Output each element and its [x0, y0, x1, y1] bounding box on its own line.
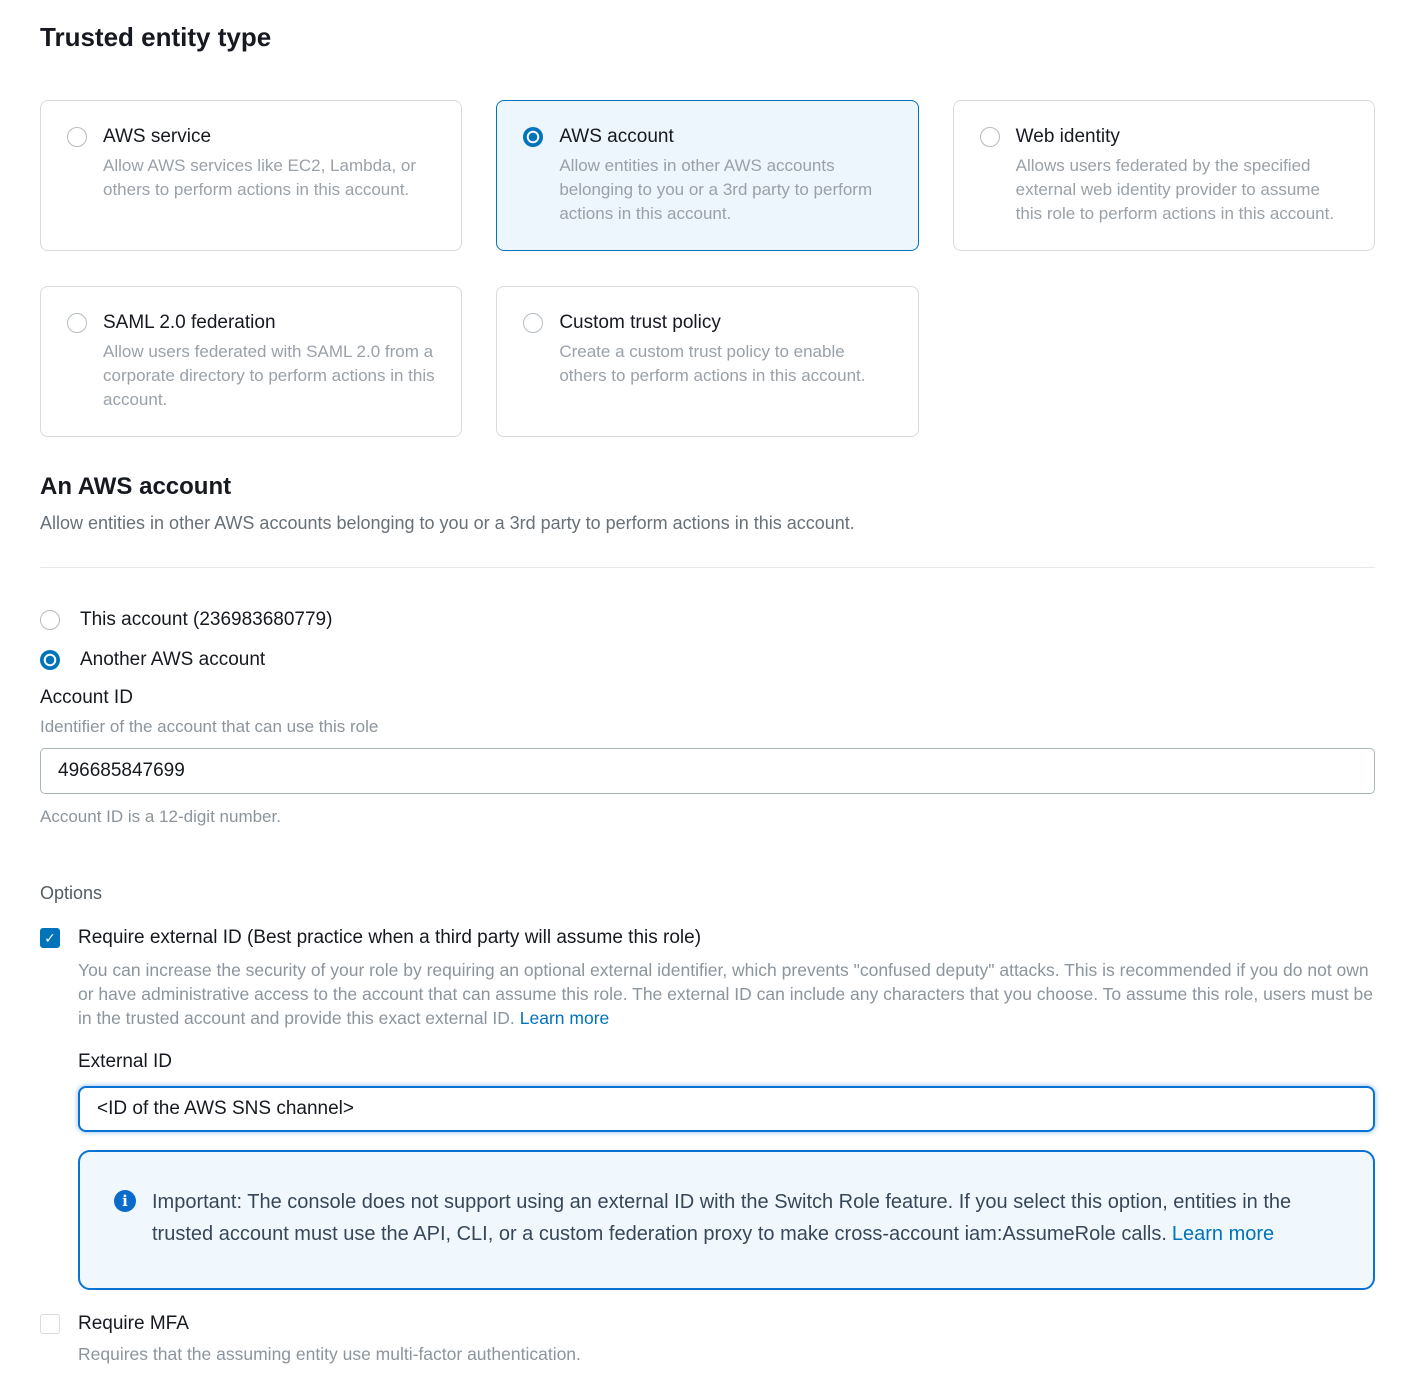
- radio-unchecked-icon[interactable]: [67, 127, 87, 147]
- radio-label: This account (236983680779): [80, 609, 333, 630]
- account-id-label: Account ID: [40, 687, 133, 708]
- entity-card-web-identity[interactable]: [953, 100, 1375, 251]
- important-info-box: [78, 1150, 1375, 1290]
- external-id-input[interactable]: [78, 1086, 1375, 1132]
- radio-checked-icon[interactable]: [523, 127, 543, 147]
- card-body: [559, 125, 893, 226]
- require-mfa-label: Require MFA: [78, 1313, 189, 1334]
- external-id-learn-more-link[interactable]: Learn more: [519, 1008, 610, 1028]
- account-id-input[interactable]: [40, 748, 1375, 794]
- important-note-learn-more-link[interactable]: Learn more: [1171, 1223, 1275, 1245]
- require-mfa-description: Requires that the assuming entity use multi-factor authentication.: [78, 1344, 581, 1364]
- require-external-id-row[interactable]: [40, 926, 1375, 950]
- radio-this-account[interactable]: [40, 608, 1375, 632]
- card-description: Create a custom trust policy to enable others to perform actions in this account.: [559, 342, 866, 385]
- radio-unchecked-icon[interactable]: [523, 313, 543, 333]
- checkbox-checked-icon[interactable]: [40, 928, 60, 948]
- account-choice-group: [40, 608, 1375, 672]
- radio-checked-icon[interactable]: [40, 650, 60, 670]
- entity-card-saml-federation[interactable]: [40, 286, 462, 437]
- card-body: [1016, 125, 1350, 226]
- page-title: Trusted entity type: [40, 22, 272, 52]
- entity-card-aws-account[interactable]: [496, 100, 918, 251]
- radio-unchecked-icon[interactable]: [67, 313, 87, 333]
- card-description: Allow entities in other AWS accounts belonging to you or a 3rd party to perform actions in this account.: [559, 156, 873, 223]
- card-title: Custom trust policy: [559, 312, 721, 333]
- card-title: SAML 2.0 federation: [103, 312, 276, 333]
- card-body: [559, 311, 893, 388]
- radio-another-aws-account[interactable]: [40, 648, 1375, 672]
- radio-unchecked-icon[interactable]: [40, 610, 60, 630]
- aws-account-section-heading: An AWS account: [40, 473, 232, 500]
- card-body: [103, 311, 437, 412]
- card-title: AWS service: [103, 126, 212, 147]
- info-icon: [114, 1190, 136, 1212]
- radio-unchecked-icon[interactable]: [980, 127, 1000, 147]
- options-heading: Options: [40, 883, 103, 903]
- require-external-id-label: Require external ID (Best practice when a third party will assume this role): [78, 927, 702, 948]
- important-note-text: Important: The console does not support using an external ID with the Switch Role feature. If you select this option, entities in the trusted account must use the API, CLI, or a custom federation proxy to make cross-account iam:AssumeRole calls.: [152, 1191, 1292, 1245]
- entity-card-custom-trust-policy[interactable]: [496, 286, 918, 437]
- card-description: Allow users federated with SAML 2.0 from a corporate directory to perform actions in this account.: [103, 342, 435, 409]
- entity-type-cards: [40, 100, 1375, 437]
- require-external-id-description-text: You can increase the security of your role by requiring an optional external identifier, which prevents "confused deputy" attacks. This is recommended if you do not own or have administrative access to the account that can assume this role. The external ID can include any characters that you choose. To assume this role, users must be in the trusted account and provide this exact external ID.: [78, 960, 1374, 1028]
- info-icon-glyph: i: [122, 1192, 128, 1210]
- account-id-constraint: Account ID is a 12-digit number.: [40, 807, 281, 826]
- account-id-helper: Identifier of the account that can use this role: [40, 717, 379, 736]
- card-description: Allows users federated by the specified external web identity provider to assume this role to perform actions in this account.: [1015, 156, 1335, 223]
- section-divider: [40, 567, 1375, 568]
- require-external-id-description: [78, 958, 1375, 1030]
- card-body: [103, 125, 437, 202]
- card-title: AWS account: [559, 126, 674, 147]
- important-note: [152, 1186, 1343, 1250]
- external-id-label: External ID: [78, 1051, 172, 1072]
- card-description: Allow AWS services like EC2, Lambda, or others to perform actions in this account.: [103, 156, 417, 199]
- entity-card-aws-service[interactable]: [40, 100, 462, 251]
- card-title: Web identity: [1015, 126, 1120, 147]
- check-icon: ✓: [44, 930, 56, 946]
- radio-label: Another AWS account: [80, 649, 266, 670]
- aws-account-section-description: Allow entities in other AWS accounts belonging to you or a 3rd party to perform actions in this account.: [40, 513, 855, 533]
- checkbox-unchecked-icon[interactable]: [40, 1314, 60, 1334]
- require-mfa-row[interactable]: [40, 1312, 1375, 1336]
